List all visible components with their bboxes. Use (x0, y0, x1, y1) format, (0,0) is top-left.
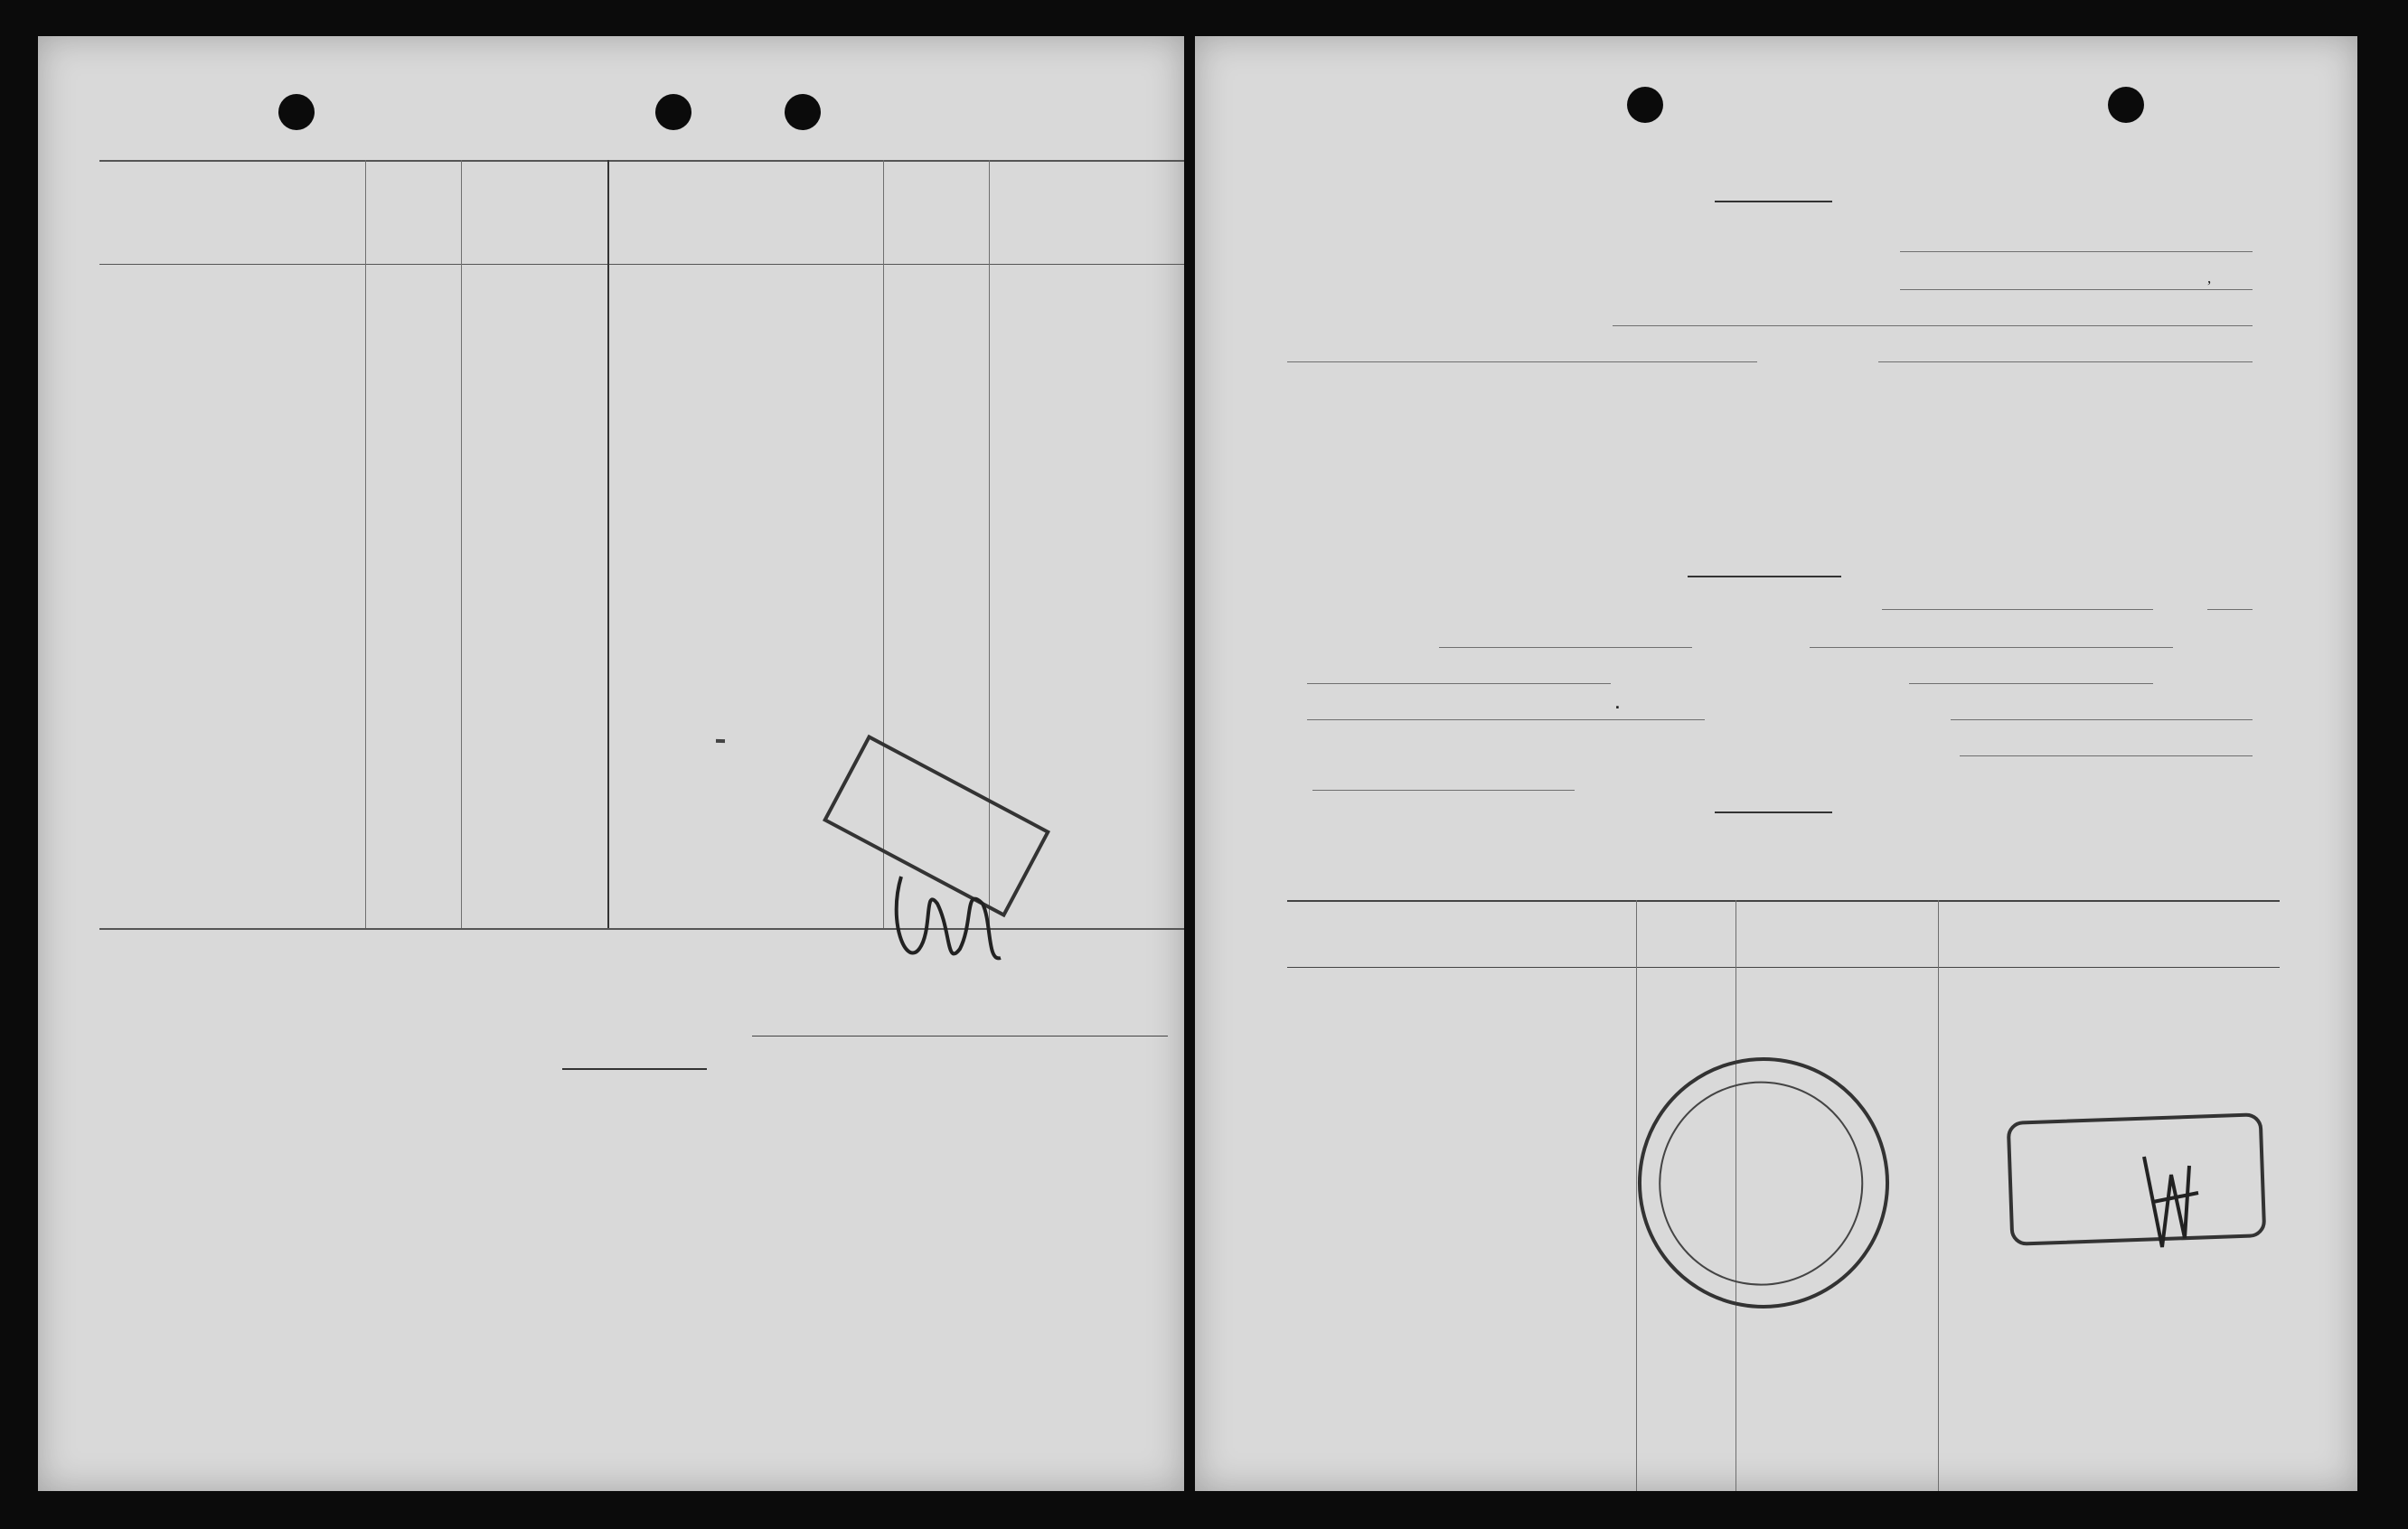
for-line (1307, 719, 1705, 720)
initials-scribble (883, 849, 1037, 985)
punch-hole (655, 94, 691, 130)
desert-table-top (1287, 900, 2280, 902)
table-header-border (99, 264, 1184, 265)
received-initials (2135, 1139, 2207, 1265)
first-port-line (1960, 755, 2253, 756)
depart-date-line (1909, 683, 2153, 684)
signature-line (752, 1036, 1168, 1037)
soundexed-stamp (716, 739, 725, 743)
right-page (1195, 36, 2357, 1491)
totals-rule (1688, 576, 1841, 577)
date-line (1900, 289, 2253, 290)
arrived-year-line (2207, 609, 2253, 610)
title-rule (1715, 201, 1832, 202)
punch-hole (278, 94, 315, 130)
vessel-line (1287, 361, 1757, 362)
stamp-inner-ring (1621, 1043, 1902, 1324)
table-top-border (99, 160, 1184, 162)
nationality-line (1613, 325, 2253, 326)
consigned-line (1810, 647, 2173, 648)
col-divider (607, 160, 609, 928)
left-page (38, 36, 1184, 1491)
at-line (1307, 683, 1611, 684)
port-of-line (1900, 251, 2253, 252)
desert-col-divider (1636, 900, 1637, 1491)
date-year-prefix: , (2207, 269, 2212, 286)
for-dot: . (1613, 696, 1623, 714)
arrived-date-line (1882, 609, 2153, 610)
punch-hole (2108, 87, 2144, 123)
punch-hole (1627, 87, 1663, 123)
from-port-line (1878, 361, 2253, 362)
via-line (1951, 719, 2253, 720)
col-divider (461, 160, 462, 928)
col-divider (365, 160, 366, 928)
records-unit-stamp (1590, 1009, 1936, 1355)
desert-col-divider (1938, 900, 1939, 1491)
desert-table-header-border (1287, 967, 2280, 968)
from-port-of-line (1439, 647, 1692, 648)
section-rule (1715, 811, 1832, 813)
divider-rule (562, 1068, 707, 1070)
on-date-line (1312, 790, 1575, 791)
punch-hole (785, 94, 821, 130)
